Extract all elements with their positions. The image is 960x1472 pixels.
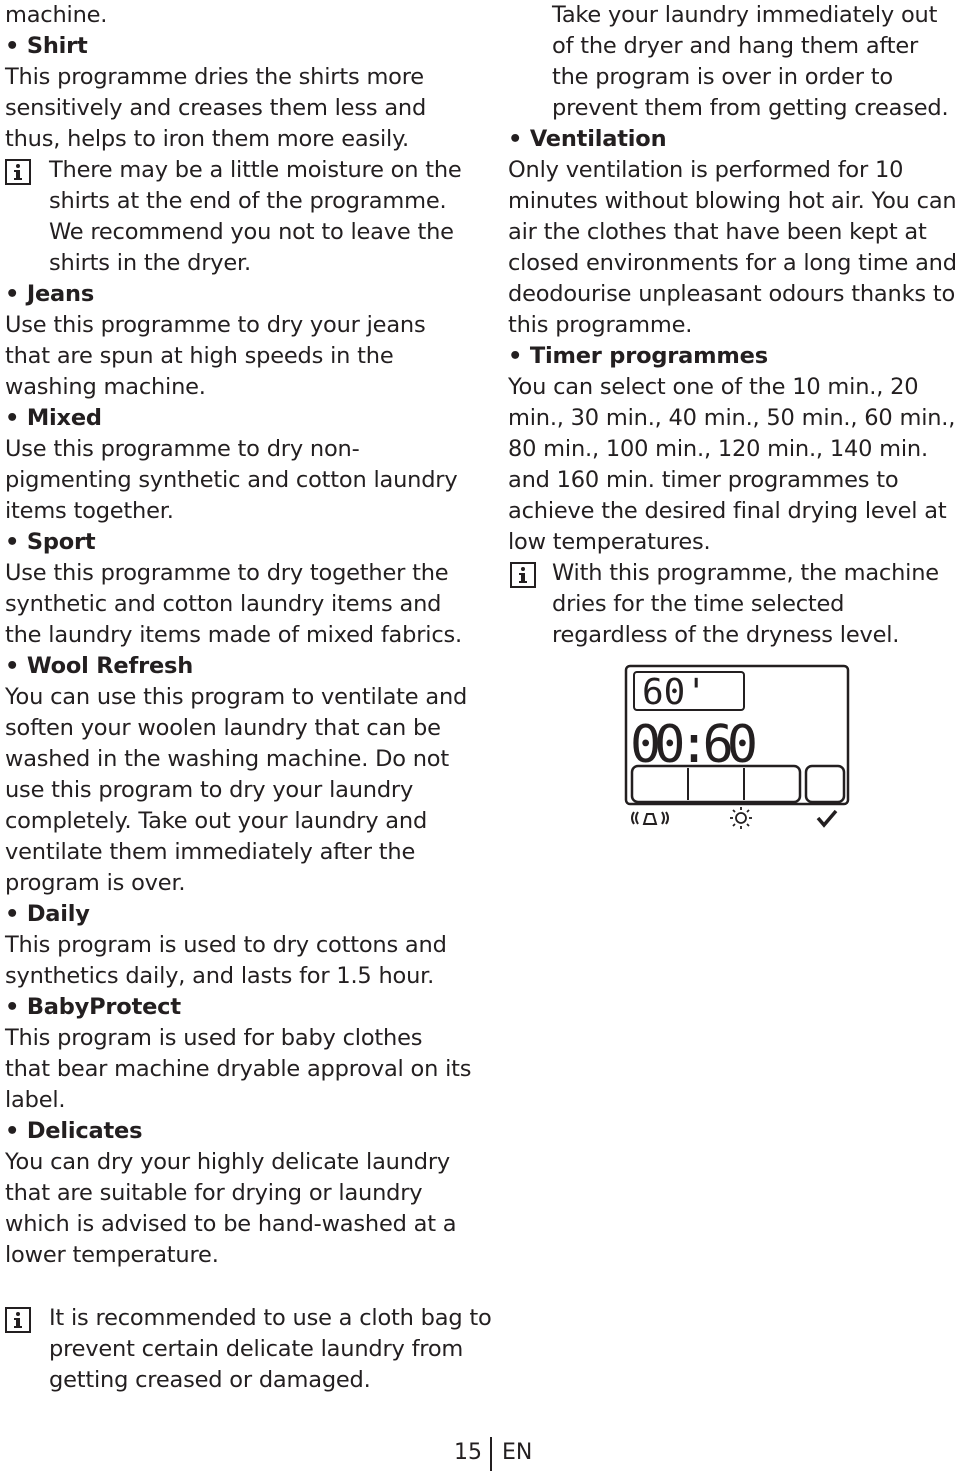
sound-icon bbox=[632, 812, 668, 824]
wool-refresh-heading: • Wool Refresh bbox=[5, 653, 194, 679]
page-number: 15 bbox=[454, 1440, 482, 1465]
babyprotect-heading: • BabyProtect bbox=[5, 994, 181, 1020]
footer-divider bbox=[490, 1437, 492, 1471]
ventilation-heading: • Ventilation bbox=[508, 126, 667, 152]
cloth-bag-note-text: It is recommended to use a cloth bag to prevent certain delicate laundry from getting creased or damaged. bbox=[49, 1305, 492, 1393]
timer-text: You can select one of the 10 min., 20 min., 30 min., 40 min., 50 min., 60 min., 80 min., 100 min., 120 min., 140 min. and 160 min. timer programmes to achieve the desired final drying level at low temperatures. bbox=[508, 374, 956, 555]
lcd-top-value: 60' bbox=[642, 672, 708, 713]
mixed-text: Use this programme to dry non-pigmenting synthetic and cotton laundry items together. bbox=[5, 436, 458, 524]
intro-note-tail: Take your laundry immediately out of the dryer and hang them after the program is over in order to prevent them from getting creased. bbox=[552, 2, 949, 121]
delicates-heading: • Delicates bbox=[5, 1118, 143, 1144]
timer-note bbox=[508, 558, 960, 651]
shirt-heading: • Shirt bbox=[5, 33, 88, 59]
delicates-text: You can dry your highly delicate laundry that are suitable for drying or laundry which is advised to be hand-washed at a lower temperature. bbox=[5, 1149, 457, 1268]
info-icon bbox=[5, 159, 31, 185]
jeans-text: Use this programme to dry your jeans that are spun at high speeds in the washing machine. bbox=[5, 312, 426, 400]
shirt-text: This programme dries the shirts more sensitively and creases them less and thus, helps to iron them more easily. bbox=[5, 64, 427, 152]
left-column bbox=[5, 0, 473, 1271]
babyprotect-text: This program is used for baby clothes that bear machine dryable approval on its label. bbox=[5, 1025, 472, 1113]
shirt-note bbox=[5, 155, 473, 279]
cloth-bag-note bbox=[5, 1303, 517, 1396]
shirt-note-text: There may be a little moisture on the shirts at the end of the programme. We recommend you not to leave the shirts in the dryer. bbox=[49, 157, 462, 276]
info-icon bbox=[510, 562, 536, 588]
jeans-heading: • Jeans bbox=[5, 281, 95, 307]
daily-text: This program is used to dry cottons and synthetics daily, and lasts for 1.5 hour. bbox=[5, 932, 447, 989]
sport-text: Use this programme to dry together the synthetic and cotton laundry items and the laundry items made of mixed fabrics. bbox=[5, 560, 462, 648]
info-icon bbox=[5, 1307, 31, 1333]
sport-heading: • Sport bbox=[5, 529, 96, 555]
checkmark-icon bbox=[818, 811, 836, 825]
right-column bbox=[508, 0, 960, 651]
wool-refresh-text: You can use this program to ventilate and soften your woolen laundry that can be washed in the washing machine. Do not use this program to dry your laundry completely. Take out your laundry and ventilate them immediately after the program is over. bbox=[5, 684, 468, 896]
timer-note-text: With this programme, the machine dries for the time selected regardless of the dryness level. bbox=[552, 560, 939, 648]
lcd-time-value: 00:60 bbox=[630, 715, 758, 775]
timer-heading: • Timer programmes bbox=[508, 343, 768, 369]
language-code: EN bbox=[502, 1440, 533, 1465]
daily-heading: • Daily bbox=[5, 901, 90, 927]
page-footer bbox=[0, 1436, 960, 1472]
lcd-display bbox=[624, 664, 850, 834]
mixed-heading: • Mixed bbox=[5, 405, 102, 431]
sun-icon bbox=[730, 807, 752, 829]
intro-tail: machine. bbox=[5, 2, 108, 28]
ventilation-text: Only ventilation is performed for 10 minutes without blowing hot air. You can air the clothes that have been kept at closed environments for a long time and deodourise unpleasant odours thanks to this programme. bbox=[508, 157, 957, 338]
